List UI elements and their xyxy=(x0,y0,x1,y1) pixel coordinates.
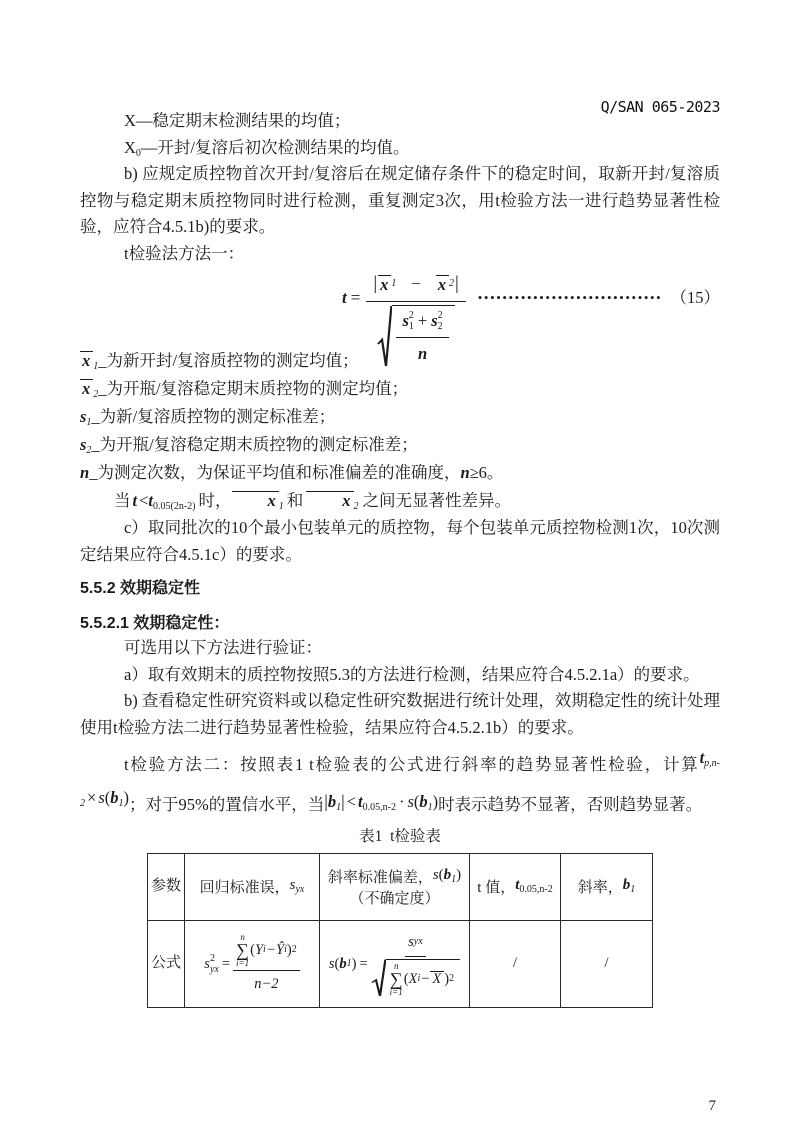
significance-statement: 当 $t <t_{0.05(2n-2)}$ 时， x $_1$ 和 x $_2$ 之间无显著性差异。 xyxy=(114,491,511,512)
inline-math-b1-test: $|b_1| < t_{0.05,n-2} \cdot s(b_1)$ xyxy=(324,791,439,813)
def-text: _为开瓶/复溶稳定期末质控物的测定均值； xyxy=(98,379,409,398)
abs-bar-right: | xyxy=(454,273,459,294)
equation-number: （15） xyxy=(670,288,720,307)
table1-title: 表1 t检验表 xyxy=(359,828,441,845)
table-formula-row xyxy=(148,921,653,1008)
validation-item-a: a）取有效期末的质控物按照5.3的方法进行检测，结果应符合4.5.2.1a）的要求。 xyxy=(124,664,700,684)
s2-supsub: 2 2 xyxy=(437,309,443,332)
symbol-x: X xyxy=(124,111,136,130)
definition-text: —开封/复溶后初次检测结果的均值。 xyxy=(140,137,410,157)
summation: n ∑ i=1 xyxy=(389,960,403,997)
def-n: n_为测定次数，为保证平均值和标准偏差的准确度，n≥6。 xyxy=(80,463,504,482)
def-x1: x $_1$_为新开封/复溶质控物的测定均值； xyxy=(82,351,359,372)
header-cell-regression-se: 回归标准误，$s_{yx}$ xyxy=(185,854,320,921)
s1-supsub: 2 1 xyxy=(408,309,414,332)
header-cell-t-value: t 值，$t_{0.05,n-2}$ xyxy=(470,854,561,921)
symbol-t-crit: $t_{0.05,n-2}$ xyxy=(515,876,553,895)
equals-sign: = xyxy=(350,288,361,307)
xbar2: x xyxy=(436,275,449,294)
dot-leader: •••••••••••••••••••••••••••••• xyxy=(477,290,663,305)
definition-line-x0 xyxy=(80,135,720,162)
page-body xyxy=(80,108,720,1008)
def-text: _为新/复溶质控物的测定标准差； xyxy=(91,407,336,426)
syx-formula: s 2 yx = n ∑ i=1 ( Y i − Ŷ i ) 2 n−2 xyxy=(204,933,299,996)
def-x2: x $_2$_为开瓶/复溶稳定期末质控物的测定均值； xyxy=(82,379,409,400)
header-cell-slope: 斜率，$b_1$ xyxy=(561,854,653,921)
symbol-s2: s xyxy=(431,310,438,330)
symbol-n: n xyxy=(417,344,428,363)
paragraph-item-b: b) 应规定质控物首次开封/复溶后在规定储存条件下的稳定时间，取新开封/复溶质控物与稳定期末质控物同时进行检测，重复测定3次，用t检验方法一进行趋势显著性检验，应符合4.5.1b)的要求。 xyxy=(80,164,720,236)
def-text: _为开瓶/复溶稳定期末质控物的测定标准差； xyxy=(91,435,418,454)
summation: n ∑ i=1 xyxy=(236,931,250,968)
formula-cell-sb1 xyxy=(320,921,470,1008)
xbar1: x xyxy=(378,275,391,294)
radicand: n ∑ i=1 ( X i − X ) 2 xyxy=(386,959,460,997)
symbol-t: t xyxy=(132,491,138,510)
t-method1-lead: t检验法方法一： xyxy=(124,243,245,263)
symbol-t-crit: t xyxy=(148,491,153,510)
symbol-b1: $b_1$ xyxy=(622,876,636,895)
xbar1-sub: 1 xyxy=(391,278,397,290)
header-cell-slope-sd: 斜率标准偏差，$s(b_1)$ （不确定度） xyxy=(320,854,470,921)
def-s2: $s_2\_$为开瓶/复溶稳定期末质控物的测定标准差； xyxy=(80,435,418,456)
abs-bar-left: | xyxy=(373,273,378,294)
plus-sign: + xyxy=(417,310,428,330)
xbar1: x xyxy=(232,491,279,510)
formula-cell-t: / xyxy=(470,921,561,1008)
equation-15-lhs xyxy=(342,286,366,310)
page-number: 7 xyxy=(708,1098,716,1114)
validation-item-b: b) 查看稳定性研究资料或以稳定性研究数据进行统计处理，效期稳定性的统计处理使用t检验方法二进行趋势显著性检验，结果应符合4.5.2.1b）的要求。 xyxy=(80,691,720,737)
less-than: < xyxy=(139,491,149,510)
inline-math-tpn2: $t_{p,n-2} \times s(b_1)$ xyxy=(80,748,720,809)
radical-tick-icon xyxy=(377,305,392,368)
formula-cell-slope: / xyxy=(561,921,653,1008)
radicand xyxy=(392,305,454,368)
def-text: _为测定次数，为保证平均值和标准偏差的准确度， xyxy=(89,463,461,482)
symbol-s1: s xyxy=(402,310,409,330)
def-s1: $s_1\_$为新/复溶质控物的测定标准差； xyxy=(80,407,336,428)
t-test-table xyxy=(147,853,653,1008)
section-heading-5521: 5.5.2.1 效期稳定性： xyxy=(80,615,230,632)
standard-code-header: Q/SAN 065-2023 xyxy=(600,98,720,116)
t-method2-paragraph: t检验方法二：按照表1 t检验表的公式进行斜率的趋势显著性检验，计算$t_{p,n-2} \times s(b_1)$；对于95%的置信水平，当$|b_1| < t_{0.05,n-2} \cdot s(b_1)$时表示趋势不显著，否则趋势显著。 xyxy=(80,748,720,814)
xbar2: x xyxy=(80,379,93,398)
t-crit-sub: 0.05(2n-2) xyxy=(153,501,196,512)
xbar-capital: X xyxy=(430,971,444,988)
xbar2: x xyxy=(306,491,353,510)
symbol-x0-sub: 0 xyxy=(135,147,141,159)
symbol-sb1: $s(b_1)$ xyxy=(432,866,462,885)
header-cell-param: 参数 xyxy=(148,854,185,921)
equation-15-denominator xyxy=(377,302,454,368)
paragraph-item-c: c）取同批次的10个最小包装单元的质控物，每个包装单元质控物检测1次，10次测定结果应符合4.5.1c）的要求。 xyxy=(80,518,720,564)
sb1-formula: s ( b 1 ) = s yx n ∑ i=1 ( X i − X ) 2 xyxy=(329,931,460,997)
def-tail: ≥6。 xyxy=(469,463,504,482)
table-header-row xyxy=(148,854,653,921)
symbol-syx: $s_{yx}$ xyxy=(289,876,305,895)
validation-intro: 可选用以下方法进行验证： xyxy=(124,638,322,657)
formula-cell-syx xyxy=(185,921,320,1008)
equation-15-fraction xyxy=(366,271,465,368)
xbar2-sub: 2 xyxy=(448,278,454,290)
square-root xyxy=(377,305,454,368)
symbol-x0: X xyxy=(124,137,136,157)
formula-row-label: 公式 xyxy=(148,921,185,1008)
inner-numerator xyxy=(396,308,448,339)
section-heading-552: 5.5.2 效期稳定性 xyxy=(80,580,201,597)
definition-text: —稳定期末检测结果的均值； xyxy=(135,111,351,130)
inner-fraction xyxy=(396,308,448,368)
minus-sign: − xyxy=(411,274,421,293)
definition-line-x xyxy=(80,108,720,135)
xbar1: x xyxy=(80,351,93,370)
uncertainty-note: （不确定度） xyxy=(349,890,440,907)
def-text: _为新开封/复溶质控物的测定均值； xyxy=(98,351,359,370)
symbol-t: t xyxy=(342,288,347,307)
square-root xyxy=(371,959,460,997)
equation-15-numerator xyxy=(366,271,465,302)
radical-tick-icon xyxy=(371,959,386,997)
